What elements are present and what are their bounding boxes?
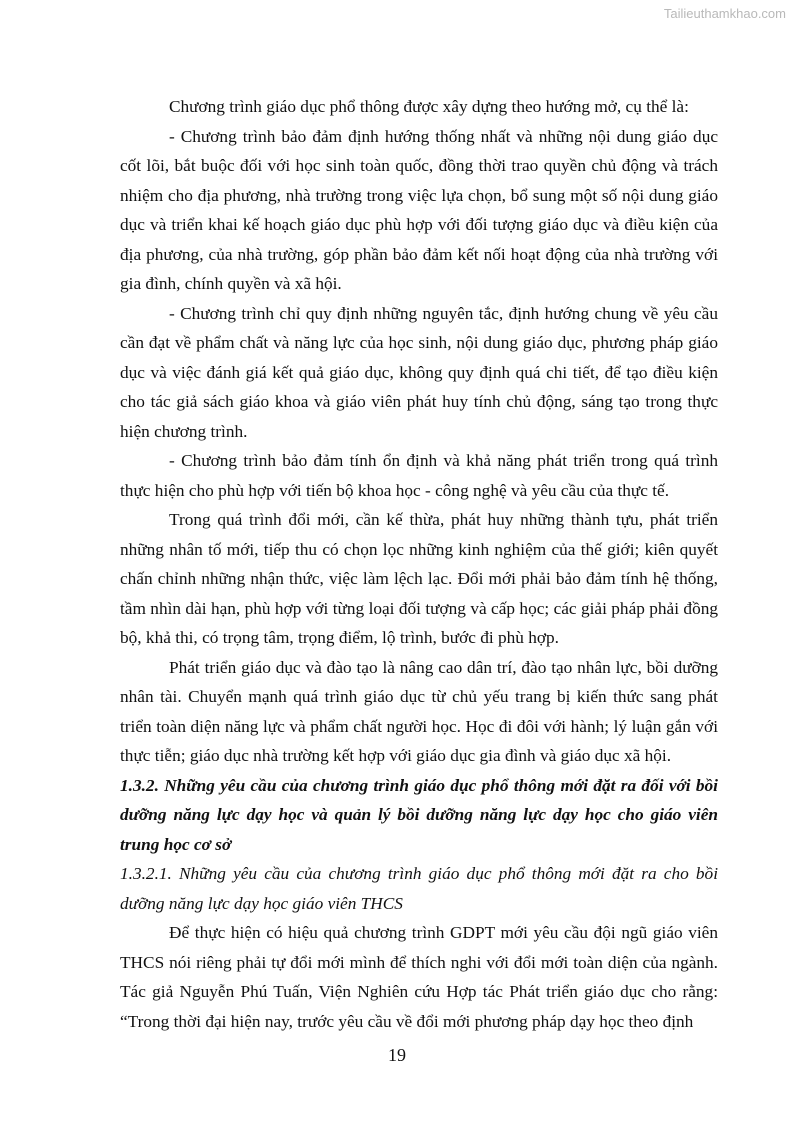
section-heading-1-3-2: 1.3.2. Những yêu cầu của chương trình giáo dục phổ thông mới đặt ra đối với bồi dưỡng năng lực dạy học và quản lý bồi dưỡng năng lực dạy học cho giáo viên trung học cơ sở <box>120 775 718 854</box>
intro-paragraph: Chương trình giáo dục phổ thông được xây dựng theo hướng mở, cụ thể là: <box>169 97 689 116</box>
section-heading-1-3-2-1: 1.3.2.1. Những yêu cầu của chương trình giáo dục phổ thông mới đặt ra cho bồi dưỡng năng lực dạy học giáo viên THCS <box>120 864 718 913</box>
document-body <box>120 92 718 1036</box>
bullet-paragraph-3: - Chương trình bảo đảm tính ổn định và khả năng phát triển trong quá trình thực hiện cho phù hợp với tiến bộ khoa học - công nghệ và yêu cầu của thực tế. <box>120 451 718 500</box>
watermark: Tailieuthamkhao.com <box>663 6 786 21</box>
bullet-paragraph-1: - Chương trình bảo đảm định hướng thống nhất và những nội dung giáo dục cốt lõi, bắt buộc đối với học sinh toàn quốc, đồng thời trao quyền chủ động và trách nhiệm cho địa phương, nhà trường trong việc lựa chọn, bổ sung một số nội dung giáo dục và triển khai kế hoạch giáo dục phù hợp với đối tượng giáo dục và điều kiện của địa phương, của nhà trường, góp phần bảo đảm kết nối hoạt động của nhà trường với gia đình, chính quyền và xã hội. <box>120 126 718 293</box>
bullet-paragraph-2: - Chương trình chỉ quy định những nguyên tắc, định hướng chung về yêu cầu cần đạt về phẩm chất và năng lực của học sinh, nội dung giáo dục, phương pháp giáo dục và việc đánh giá kết quả giáo dục, không quy định quá chi tiết, để tạo điều kiện cho tác giả sách giáo khoa và giáo viên phát huy tính chủ động, sáng tạo trong thực hiện chương trình. <box>120 303 718 441</box>
body-paragraph-innovation: Trong quá trình đổi mới, cần kế thừa, phát huy những thành tựu, phát triển những nhân tố mới, tiếp thu có chọn lọc những kinh nghiệm của thế giới; kiên quyết chấn chỉnh những nhận thức, việc làm lệch lạc. Đổi mới phải bảo đảm tính hệ thống, tầm nhìn dài hạn, phù hợp với từng loại đối tượng và cấp học; các giải pháp phải đồng bộ, khả thi, có trọng tâm, trọng điểm, lộ trình, bước đi phù hợp. <box>120 510 718 647</box>
body-paragraph-final: Để thực hiện có hiệu quả chương trình GDPT mới yêu cầu đội ngũ giáo viên THCS nói riêng phải tự đổi mới mình để thích nghi với đổi mới toàn diện của ngành. Tác giả Nguyễn Phú Tuấn, Viện Nghiên cứu Hợp tác Phát triển giáo dục cho rằng: “Trong thời đại hiện nay, trước yêu cầu về đổi mới phương pháp dạy học theo định <box>120 923 718 1031</box>
body-paragraph-development: Phát triển giáo dục và đào tạo là nâng cao dân trí, đào tạo nhân lực, bồi dưỡng nhân tài. Chuyển mạnh quá trình giáo dục từ chủ yếu trang bị kiến thức sang phát triển toàn diện năng lực và phẩm chất người học. Học đi đôi với hành; lý luận gắn với thực tiễn; giáo dục nhà trường kết hợp với giáo dục gia đình và giáo dục xã hội. <box>120 657 718 765</box>
page-number: 19 <box>388 1045 406 1065</box>
